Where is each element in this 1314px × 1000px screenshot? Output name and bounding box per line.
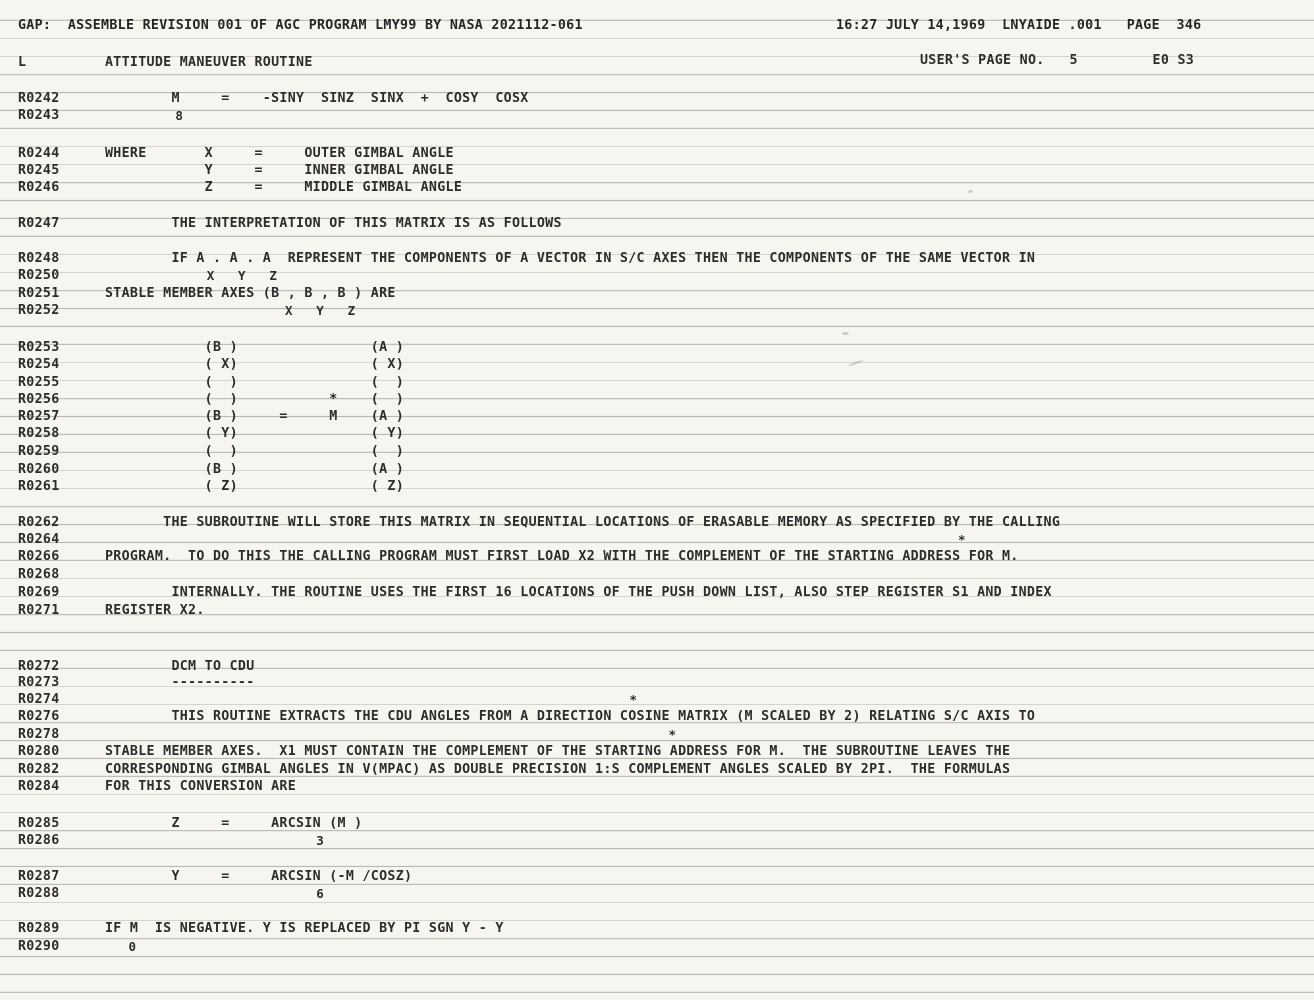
line-number: R0250	[18, 268, 60, 283]
line-number: R0258	[18, 426, 60, 441]
line-number: R0242	[18, 91, 60, 106]
listing-line-text: DCM TO CDU	[105, 659, 255, 674]
listing-line-text: (B ) (A )	[105, 462, 404, 477]
line-number: R0244	[18, 146, 60, 161]
listing-line-text: STABLE MEMBER AXES (B , B , B ) ARE	[105, 286, 396, 301]
listing-line-text: WHERE X = OUTER GIMBAL ANGLE	[105, 146, 454, 161]
listing-line-text: Z = ARCSIN (M )	[105, 816, 363, 831]
listing-line-text: (B ) (A )	[105, 340, 404, 355]
line-number: R0282	[18, 762, 60, 777]
line-number: R0243	[18, 108, 60, 123]
listing-line-text: IF A . A . A REPRESENT THE COMPONENTS OF A VECTOR IN S/C AXES THEN THE COMPONENTS OF THE SAME VECTOR IN	[105, 251, 1036, 266]
listing-line-text: *	[105, 532, 966, 547]
listing-line-text: FOR THIS CONVERSION ARE	[105, 779, 297, 794]
listing-line-text: 6	[105, 886, 325, 901]
listing-line-text: REGISTER X2.	[105, 603, 205, 618]
listing-line-text: X Y Z	[105, 268, 278, 283]
listing-line-text: PROGRAM. TO DO THIS THE CALLING PROGRAM MUST FIRST LOAD X2 WITH THE COMPLEMENT OF THE STARTING ADDRESS FOR M.	[105, 549, 1019, 564]
line-number: R0280	[18, 744, 60, 759]
listing-line-text: Y = ARCSIN (-M /COSZ)	[105, 869, 413, 884]
line-number: R0251	[18, 286, 60, 301]
listing-line-text: ( Z) ( Z)	[105, 479, 404, 494]
listing-line-text: CORRESPONDING GIMBAL ANGLES IN V(MPAC) AS DOUBLE PRECISION 1:S COMPLEMENT ANGLES SCALED BY 2PI. THE FORMULAS	[105, 762, 1011, 777]
listing-line-text: ( ) ( )	[105, 375, 404, 390]
line-number: R0261	[18, 479, 60, 494]
line-number: R0248	[18, 251, 60, 266]
subheader-page-ref: USER'S PAGE NO. 5 E0 S3	[920, 53, 1195, 68]
listing-line-text: 3	[105, 833, 325, 848]
line-number: R0274	[18, 692, 60, 707]
smudge-mark	[968, 190, 973, 193]
line-number: R0255	[18, 375, 60, 390]
listing-line-text: *	[105, 692, 638, 707]
listing-line-text: THIS ROUTINE EXTRACTS THE CDU ANGLES FROM A DIRECTION COSINE MATRIX (M SCALED BY 2) RELATING S/C AXIS TO	[105, 709, 1036, 724]
line-number: R0256	[18, 392, 60, 407]
line-number: R0264	[18, 532, 60, 547]
line-number: R0289	[18, 921, 60, 936]
listing-line-text: (B ) = M (A )	[105, 409, 404, 424]
line-number: R0257	[18, 409, 60, 424]
line-number: R0276	[18, 709, 60, 724]
listing-line-text: X Y Z	[105, 303, 356, 318]
smudge-mark	[848, 359, 864, 366]
listing-line-text: STABLE MEMBER AXES. X1 MUST CONTAIN THE COMPLEMENT OF THE STARTING ADDRESS FOR M. THE SUBROUTINE LEAVES THE	[105, 744, 1011, 759]
listing-line-text: ( X) ( X)	[105, 357, 404, 372]
line-number: R0262	[18, 515, 60, 530]
listing-line-text: ( Y) ( Y)	[105, 426, 404, 441]
line-number: R0252	[18, 303, 60, 318]
smudge-mark	[842, 332, 849, 335]
line-number: R0245	[18, 163, 60, 178]
line-number: R0260	[18, 462, 60, 477]
listing-line-text: 8	[105, 108, 184, 123]
listing-line-text: INTERNALLY. THE ROUTINE USES THE FIRST 16 LOCATIONS OF THE PUSH DOWN LIST, ALSO STEP REGISTER S1 AND INDEX	[105, 585, 1052, 600]
listing-line-text: ----------	[105, 675, 255, 690]
line-number: R0271	[18, 603, 60, 618]
listing-line-text: *	[105, 727, 677, 742]
line-number: R0247	[18, 216, 60, 231]
subheader-title: ATTITUDE MANEUVER ROUTINE	[105, 55, 313, 70]
line-number: R0273	[18, 675, 60, 690]
line-number: R0268	[18, 567, 60, 582]
header-right: 16:27 JULY 14,1969 LNYAIDE .001 PAGE 346	[836, 18, 1202, 33]
listing-line-text: M = -SINY SINZ SINX + COSY COSX	[105, 91, 529, 106]
listing-line-text: IF M IS NEGATIVE. Y IS REPLACED BY PI SGN Y - Y	[105, 921, 504, 936]
listing-line-text: 0	[105, 939, 137, 954]
line-number: R0266	[18, 549, 60, 564]
line-number: R0290	[18, 939, 60, 954]
line-number: R0284	[18, 779, 60, 794]
line-number: R0246	[18, 180, 60, 195]
line-number: R0269	[18, 585, 60, 600]
line-number: R0254	[18, 357, 60, 372]
listing-line-text: THE SUBROUTINE WILL STORE THIS MATRIX IN SEQUENTIAL LOCATIONS OF ERASABLE MEMORY AS SPECIFIED BY THE CALLING	[105, 515, 1061, 530]
line-number: R0253	[18, 340, 60, 355]
header-left: GAP: ASSEMBLE REVISION 001 OF AGC PROGRAM LMY99 BY NASA 2021112-061	[18, 18, 583, 33]
listing-line-text: ( ) ( )	[105, 444, 404, 459]
listing-line-text: Z = MIDDLE GIMBAL ANGLE	[105, 180, 463, 195]
listing-line-text: THE INTERPRETATION OF THIS MATRIX IS AS FOLLOWS	[105, 216, 562, 231]
line-number: R0287	[18, 869, 60, 884]
line-number: R0259	[18, 444, 60, 459]
listing-line-text: ( ) * ( )	[105, 392, 404, 407]
line-number: R0285	[18, 816, 60, 831]
line-number: R0288	[18, 886, 60, 901]
line-number: R0286	[18, 833, 60, 848]
subheader-type: L	[18, 55, 27, 70]
line-number: R0278	[18, 727, 60, 742]
listing-line-text: Y = INNER GIMBAL ANGLE	[105, 163, 454, 178]
line-number: R0272	[18, 659, 60, 674]
